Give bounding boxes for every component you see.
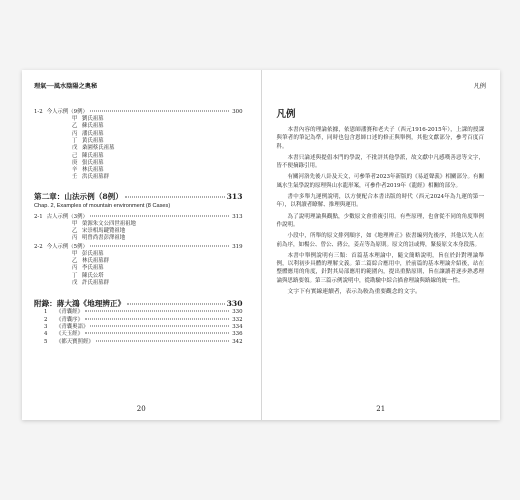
dot-leader bbox=[90, 245, 229, 246]
sub-item-label: 壬 bbox=[72, 174, 78, 181]
toc-appendix bbox=[34, 299, 243, 309]
sub-item-label: 乙 bbox=[72, 123, 78, 130]
dot-leader bbox=[125, 196, 225, 197]
sub-item-text: 許氏祖墓群 bbox=[82, 280, 109, 287]
appendix-item-title: 《青囊經》 bbox=[56, 309, 83, 316]
toc-sub-item bbox=[72, 174, 243, 181]
appendix-item-title: 《青囊奧語》 bbox=[56, 323, 89, 330]
sub-item-text: 張氏祖墓 bbox=[82, 159, 104, 166]
sub-item-text: 林氏祖墓 bbox=[82, 167, 104, 174]
sub-item-label: 庚 bbox=[72, 159, 78, 166]
toc-page-number: 319 bbox=[232, 243, 243, 250]
toc-page-number: 342 bbox=[232, 338, 243, 345]
sub-item-text: 宋崇相馬鍵覽祖地 bbox=[82, 228, 126, 235]
sub-item-label: 丙 bbox=[72, 130, 78, 137]
guidelines-section bbox=[277, 106, 485, 299]
paragraph: 小段中，所舉的原文排列順序，如《地理辨正》依書編列先後序，其他以先人在前為序，如楊公、曾公、蔣公，姜垚等為原則。原文的註或傳，緊接原文本身段落。 bbox=[276, 233, 484, 248]
chapter-title: 第二章：山法示例（8例） bbox=[34, 191, 123, 201]
toc-entry-2-2 bbox=[34, 243, 243, 251]
toc-sub-list bbox=[34, 221, 243, 243]
sub-item-text: 潘氏祖墓 bbox=[82, 130, 104, 137]
toc-entry-number: 1-2 bbox=[34, 109, 43, 115]
appendix-title: 附錄：蔣大鴻《地理辨正》 bbox=[34, 299, 126, 309]
toc-page-number: 334 bbox=[232, 323, 243, 330]
toc-sub-item bbox=[72, 280, 243, 287]
sub-item-label: 甲 bbox=[72, 220, 78, 227]
dot-leader bbox=[90, 111, 229, 112]
toc-sub-item bbox=[72, 145, 243, 152]
appendix-item-number: 5 bbox=[44, 338, 48, 345]
toc-chapter-2 bbox=[34, 192, 243, 202]
dot-leader bbox=[127, 304, 225, 305]
toc-page-number: 313 bbox=[232, 213, 243, 220]
toc-entry-title: 今人示例（5例） bbox=[46, 243, 88, 250]
appendix-item-title: 《天玉經》 bbox=[56, 331, 83, 338]
appendix-item-number: 1 bbox=[44, 309, 48, 316]
right-page bbox=[262, 70, 501, 420]
toc-appendix-item bbox=[34, 339, 243, 346]
sub-item-text: 黃氏祖墓 bbox=[82, 137, 104, 144]
toc-entry-2-1 bbox=[34, 213, 243, 221]
page-number: 20 bbox=[136, 405, 146, 413]
toc-page-number: 330 bbox=[232, 309, 243, 316]
toc-appendix-item bbox=[34, 331, 243, 338]
dot-leader bbox=[85, 318, 229, 319]
toc-entry-title: 今人示例（9例） bbox=[46, 109, 88, 115]
sub-item-label: 乙 bbox=[72, 228, 78, 235]
sub-item-text: 陳氏公塔 bbox=[82, 272, 104, 279]
dot-leader bbox=[90, 325, 228, 326]
toc-sub-list bbox=[34, 251, 243, 287]
toc-entry-1-2 bbox=[34, 108, 243, 116]
sub-item-text: 劉氏祖墓 bbox=[82, 116, 104, 123]
toc-page-number: 313 bbox=[226, 191, 243, 201]
section-heading: 凡例 bbox=[276, 109, 296, 120]
sub-item-text: 林氏祖墓群 bbox=[82, 258, 109, 265]
appendix-item-title: 《青囊序》 bbox=[56, 316, 83, 323]
sub-item-label: 己 bbox=[72, 152, 78, 159]
toc-sub-item bbox=[72, 273, 243, 280]
dot-leader bbox=[96, 340, 229, 341]
book-spread bbox=[22, 70, 500, 420]
dot-leader bbox=[85, 333, 229, 334]
sub-item-label: 甲 bbox=[72, 250, 78, 257]
toc-appendix-item bbox=[34, 317, 243, 324]
toc-entry-number: 2-1 bbox=[34, 213, 43, 220]
appendix-item-number: 4 bbox=[44, 331, 48, 338]
underline-note: 文字下有實線連續者，表示為較為重要觀念的文字。 bbox=[287, 289, 421, 296]
sub-item-text: 洪氏祖墓群 bbox=[82, 174, 109, 181]
table-of-contents bbox=[34, 108, 243, 346]
toc-page-number: 300 bbox=[232, 109, 243, 115]
sub-item-label: 戊 bbox=[72, 280, 78, 287]
toc-page-number: 332 bbox=[232, 316, 243, 323]
toc-sub-list bbox=[34, 116, 243, 182]
sub-item-label: 丁 bbox=[72, 272, 78, 279]
paragraph: 本書只論述與提倡本門的學說，不批評其他學派，故文獻中凡感嘆善惡等文字，皆不便摘錄引用。 bbox=[276, 154, 484, 170]
sub-item-text: 陳氏祖墓 bbox=[82, 152, 104, 159]
paragraph: 本書內容的理論依據，依恩師潘賽和老夫子（西元1916-2015年），上課的授課與筆者的筆記為準，同時也包含恩師口述的修正與舉例，其他文獻部分，參考百度百科。 bbox=[276, 127, 484, 150]
sub-item-text: 桑園蔡氏祖墓 bbox=[82, 145, 115, 152]
running-header: 凡例 bbox=[473, 83, 486, 90]
sub-item-label: 戊 bbox=[72, 145, 78, 152]
sub-item-text: 李氏祖墓 bbox=[82, 265, 104, 272]
sub-item-label: 甲 bbox=[72, 116, 78, 123]
toc-appendix-item bbox=[34, 309, 243, 316]
left-page bbox=[22, 70, 262, 420]
sub-item-label: 辛 bbox=[72, 167, 78, 174]
toc-sub-item bbox=[72, 235, 243, 242]
sub-item-label: 乙 bbox=[72, 258, 78, 265]
sub-item-text: 明曾尚書彭澤祖地 bbox=[82, 235, 126, 242]
paragraph: 有關河洛先後八卦及天文，可參筆者2023年新版的《易道聲義》相關部分。有關風水生氣學說的原理與山水龍形案，可參作者2019年《龍經》相關的部分。 bbox=[276, 174, 484, 189]
toc-entry-number: 2-2 bbox=[34, 243, 43, 250]
appendix-item-title: 《都天寶照經》 bbox=[56, 338, 94, 345]
dot-leader bbox=[85, 311, 229, 312]
paragraph: 本書中舉例說明有三類：首篇基本理論中，隨文簡略說明，旨在於針對理論舉例，以利初步具體的理解文義。第二篇綜合應用中，於前篇的基本理論介紹後，站在整體應用的角度，針對其局部應用的範圍內，提出重點原則，旨在讓讀者逐步熟悉理論與思路要領。第三篇示例說明中，從勘驗中綜合描會理論與路線的統一性。 bbox=[276, 252, 484, 284]
running-header: 理氣──風水陰陽之奧秘 bbox=[34, 83, 98, 90]
appendix-item-number: 2 bbox=[44, 316, 48, 323]
sub-item-label: 丙 bbox=[72, 265, 78, 272]
chapter-english-title: Chap. 2, Examples of mountain environment (8 Cases) bbox=[34, 202, 171, 209]
toc-entry-title: 古人示例（3例） bbox=[46, 213, 88, 220]
sub-item-label: 丁 bbox=[72, 137, 78, 144]
sub-item-text: 榮源朱文公四世祖祖地 bbox=[82, 220, 136, 227]
page-number: 21 bbox=[376, 405, 386, 413]
paragraph: 書中多舉九運例說明，以方便配合本書出版的時代（西元2024年為九運的第一年），以利讀者瞭解、推理與運用。 bbox=[276, 194, 484, 209]
toc-sub-item bbox=[72, 153, 243, 160]
dot-leader bbox=[90, 215, 229, 216]
toc-page-number: 330 bbox=[226, 299, 243, 309]
toc-page-number: 336 bbox=[232, 331, 243, 338]
paragraph: 為了說明理論與觀點，少數原文會重複引用。有些原理，也會從不同的角度舉例作說明。 bbox=[276, 213, 484, 228]
sub-item-text: 蘇氏祖墓 bbox=[82, 123, 104, 130]
sub-item-label: 丙 bbox=[72, 235, 78, 242]
toc-sub-item bbox=[72, 123, 243, 130]
toc-sub-item bbox=[72, 265, 243, 272]
appendix-item-number: 3 bbox=[44, 323, 48, 330]
toc-sub-item bbox=[72, 131, 243, 138]
sub-item-text: 彭氏祖墓 bbox=[82, 250, 104, 257]
